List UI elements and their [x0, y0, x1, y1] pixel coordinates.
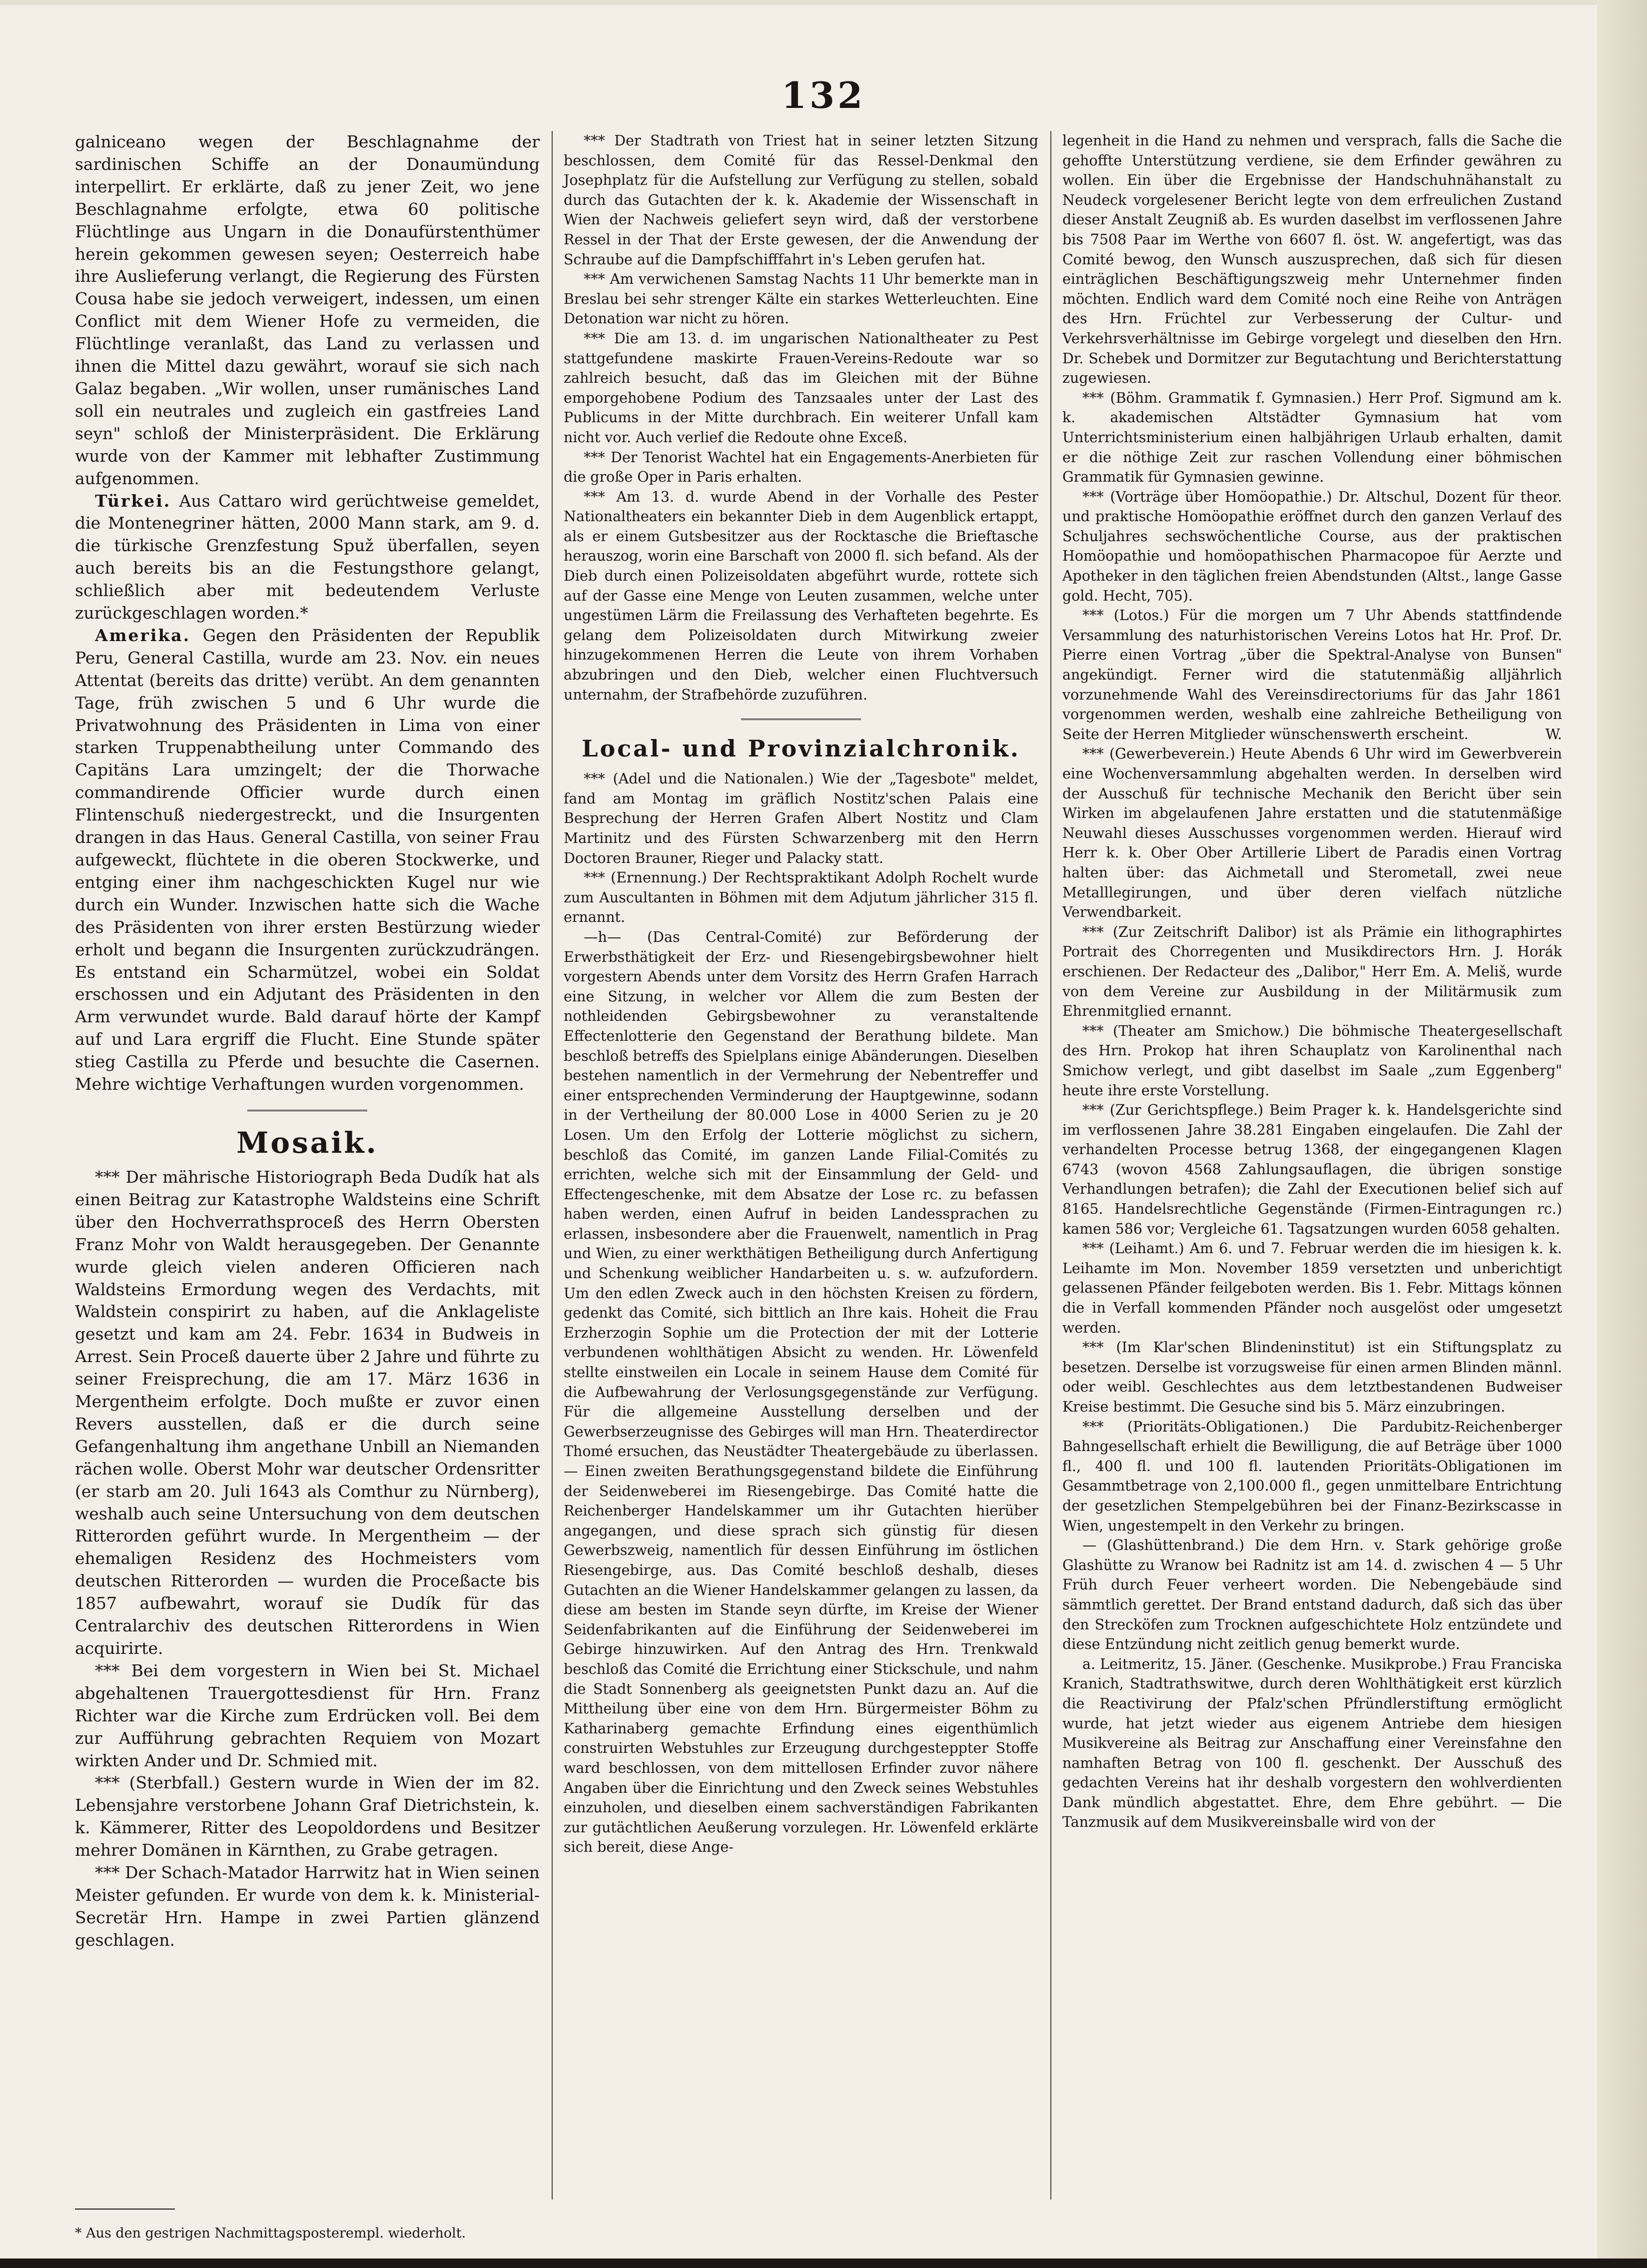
news-item: *** Am 13. d. wurde Abend in der Vorhalle des Pester Nationaltheaters ein bekannter Dieb in dem Augenblick ertappt, als er einem Gutsbesitzer aus der Rocktasche die Brieftasche herauszog, worin eine Barschaft von 2000 fl. sich befand. Als der Dieb durch einen Polizeisoldaten abgeführt wurde, rottete sich auf der Gasse eine Menge von Leuten zusammen, welche unter ungestümen Lärm die Freilassung des Verhafteten begehrte. Es gelang dem Polizeisoldaten durch Mitwirkung zweier hinzugekommenen Herren die Leute von ihrem Vorhaben abzubringen und den Dieb, welcher einen Fluchtversuch unternahm, der Strafbehörde zuzuführen.	[564, 488, 1038, 703]
news-item	[1062, 606, 1562, 744]
footnote-rule	[75, 2209, 175, 2210]
news-item: *** Die am 13. d. im ungarischen Nationaltheater zu Pest stattgefundene maskirte Frauen-Vereins-Redoute war so zahlreich besucht, daß das im Gleichen mit der Bühne emporgehobene Podium des Tanzsaales unter der Last des Publicums in der Mitte durchbrach. Ein weiterer Unfall kam nicht vor. Auch verlief die Redoute ohne Exceß.	[564, 330, 1038, 446]
lotos-text: *** (Lotos.) Für die morgen um 7 Uhr Abends stattfindende Versammlung des naturhistorischen Vereins Lotos hat Hr. Prof. Dr. Pierre einen Vortrag „über die Spektral-Analyse von Bunsen" angekündigt. Ferner wird die statutenmäßig alljährlich vorzunehmende Wahl des Vereinsdirectoriums für das Jahr 1861 vorgenommen werden, weshalb eine zahlreiche Betheiligung von Seite der Herren Mitglieder wünschenswerth erscheint.	[1062, 607, 1562, 743]
page-right-edge	[1597, 0, 1647, 2268]
article-amerika	[75, 625, 540, 1096]
news-item: *** (Adel und die Nationalen.) Wie der „Tagesbote" meldet, fand am Montag im gräflich Nostitz'schen Palais eine Besprechung der Herren Grafen Albert Nostitz und Clam Martinitz und des Fürsten Schwarzenberg mit den Herrn Doctoren Brauner, Rieger und Palacky statt.	[564, 770, 1038, 866]
news-item: *** Der Stadtrath von Triest hat in seiner letzten Sitzung beschlossen, dem Comité für das Ressel-Denkmal den Josephplatz für die Aufstellung zur Verfügung zu stellen, sobald durch das Gutachten der k. k. Akademie der Wissenschaft in Wien der Nachweis geliefert seyn wird, daß der verstorbene Ressel in der That der Erste gewesen, der die Anwendung der Schraube auf die Dampfschifffahrt in's Leben gerufen hat.	[564, 132, 1038, 268]
mosaik-item: *** Der mährische Historiograph Beda Dudík hat als einen Beitrag zur Katastrophe Waldsteins eine Schrift über den Hochverrathsproceß des Herrn Obersten Franz Mohr von Waldt herausgegeben. Der Genannte wurde gleich vielen anderen Officieren nach Waldsteins Ermordung wegen des Verdachts, mit Waldstein conspirirt zu haben, auf die Anklageliste gesetzt und kam am 24. Febr. 1634 in Budweis in Arrest. Sein Proceß dauerte über 2 Jahre und führte zu seiner Freisprechung, die am 17. März 1636 in Mergentheim erfolgte. Doch mußte er zuvor einen Revers ausstellen, daß er die durch seine Gefangenhaltung ihm angethane Unbill an Niemanden rächen wolle. Oberst Mohr war deutscher Ordensritter (er starb am 20. Juli 1643 als Comthur zu Nürnberg), weshalb auch seine Untersuchung von dem deutschen Ritterorden geführt wurde. In Mergentheim — der ehemaligen Residenz des Hochmeisters vom deutschen Ritterorden — wurden die Proceßacte bis 1857 aufbewahrt, worauf sie Dudík für das Centralarchiv des deutschen Ritterordens in Wien acquirirte.	[75, 1167, 540, 1658]
local-chronicle-heading: Local- und Provinzialchronik.	[582, 735, 1020, 762]
mosaik-item: *** (Sterbfall.) Gestern wurde in Wien der im 82. Lebensjahre verstorbene Johann Graf Dietrichstein, k. k. Kämmerer, Ritter des Leopoldordens und Besitzer mehrer Domänen in Kärnthen, zu Grabe getragen.	[75, 1773, 540, 1860]
article-galaz: galniceano wegen der Beschlagnahme der sardinischen Schiffe an der Donaumündung interpellirt. Er erklärte, daß zu jener Zeit, wo jene Beschlagnahme erfolgte, etwa 60 politische Flüchtlinge aus Ungarn in die Donaufürstenthümer herein gekommen gewesen seyen; Oesterreich habe ihre Auslieferung verlangt, die Regierung des Fürsten Cousa habe sie jedoch verweigert, indessen, um einen Conflict mit dem Wiener Hofe zu vermeiden, die Flüchtlinge veranlaßt, das Land zu verlassen und ihnen die Mittel dazu gewährt, worauf sie sich nach Galaz begaben. „Wir wollen, unser rumänisches Land soll ein neutrales und zugleich ein gastfreies Land seyn" schloß der Ministerpräsident. Die Erklärung wurde von der Kammer mit lebhafter Zustimmung aufgenommen.	[75, 132, 540, 488]
news-item: *** (Ernennung.) Der Rechtspraktikant Adolph Rochelt wurde zum Auscultanten in Böhmen mit dem Adjutum jährlicher 315 fl. ernannt.	[564, 869, 1038, 926]
news-item: legenheit in die Hand zu nehmen und versprach, falls die Sache die gehoffte Unterstützung verdiene, sie dem Erfinder gewähren zu wollen. Ein über die Ergebnisse der Handschuhnähanstalt zu Neudeck vorgelesener Bericht legte von dem erfreulichen Zustand dieser Anstalt Zeugniß ab. Es wurden daselbst im verflossenen Jahre bis 7508 Paar im Werthe von 6607 fl. öst. W. angefertigt, was das Comité bewog, den Wunsch auszusprechen, daß sich für diesen einträglichen Beschäftigungszweig mehr Unternehmer finden möchten. Endlich ward dem Comité noch eine Reihe von Anträgen des Hrn. Früchtel zur Verbesserung der Cultur- und Verkehrsverhältnisse im Gebirge vorgelegt und dieselben den Hrn. Dr. Schebek und Dormitzer zur Begutachtung und Berichterstattung zugewiesen.	[1062, 132, 1562, 387]
news-item: *** (Böhm. Grammatik f. Gymnasien.) Herr Prof. Sigmund am k. k. akademischen Altstädter Gymnasium hat vom Unterrichtsministerium einen halbjährigen Urlaub erhalten, damit er die nöthige Zeit zur raschen Vollendung einer böhmischen Grammatik für Gymnasien gewinne.	[1062, 389, 1562, 486]
amerika-lead: Amerika.	[95, 625, 191, 645]
page-bottom-edge	[0, 2259, 1647, 2268]
mosaik-item: *** Bei dem vorgestern in Wien bei St. Michael abgehaltenen Trauergottesdienst für Hrn. Franz Richter war die Kirche zum Erdrücken voll. Bei dem zur Aufführung gebrachten Requiem von Mozart wirkten Ander und Dr. Schmied mit.	[75, 1660, 540, 1770]
news-item: *** (Theater am Smichow.) Die böhmische Theatergesellschaft des Hrn. Prokop hat ihren Schauplatz von Karolinenthal nach Smichow verlegt, und gibt daselbst im Saale „zum Eggenberg" heute ihre erste Vorstellung.	[1062, 1022, 1562, 1099]
news-item: — (Glashüttenbrand.) Die dem Hrn. v. Stark gehörige große Glashütte zu Wranow bei Radnitz ist am 14. d. zwischen 4 — 5 Uhr Früh durch Feuer verheert worden. Die Nebengebäude sind sämmtlich gerettet. Der Brand entstand dadurch, daß sich das über den Strecköfen zum Trocknen aufgeschichtete Holz entzündete und diese Entzündung nicht zeitlich genug bemerkt wurde.	[1062, 1537, 1562, 1653]
mosaik-heading: Mosaik.	[236, 1125, 378, 1160]
news-item: *** (Prioritäts-Obligationen.) Die Pardubitz-Reichenberger Bahngesellschaft erhielt die Bewilligung, die auf Beträge über 1000 fl., 400 fl. und 100 fl. lautenden Prioritäts-Obligationen im Gesammtbetrage von 2,100.000 fl., gegen unmittelbare Entrichtung der gesetzlichen Stempelgebühren bei der Finanz-Bezirkscasse in Wien, ungestempelt in den Verkehr zu bringen.	[1062, 1418, 1562, 1534]
tuerkei-lead: Türkei.	[95, 491, 171, 511]
news-item: *** (Leihamt.) Am 6. und 7. Februar werden die im hiesigen k. k. Leihamte im Mon. November 1859 versetzten und unberichtigt gelassenen Pfänder feilgeboten werden. Bis 1. Febr. Mittags können die in Verfall kommenden Pfänder noch ausgelöst oder umgesetzt werden.	[1062, 1240, 1562, 1336]
news-item: *** (Zur Zeitschrift Dalibor) ist als Prämie ein lithographirtes Portrait des Chorregenten und Musikdirectors Hrn. J. Horák erschienen. Der Redacteur des „Dalibor," Herr Em. A. Meliš, wurde von dem Vereine zur Ausbildung in der Militärmusik zum Ehrenmitglied ernannt.	[1062, 923, 1562, 1020]
column-rule-2	[1050, 131, 1051, 2200]
news-item: a. Leitmeritz, 15. Jäner. (Geschenke. Musikprobe.) Frau Franciska Kranich, Stadtrathswitwe, durch deren Wohlthätigkeit erst kürzlich die Reactivirung der Pfalz'schen Pfründlerstiftung ermöglicht wurde, hat jetzt wieder aus eigenem Antriebe dem hiesigen Musikvereine als Beitrag zur Anschaffung einer Vereinsfahne den namhaften Betrag von 100 fl. geschenkt. Der Ausschuß des gedachten Vereins hat ihr deshalb vorgestern den wohlverdienten Dank mündlich abgestattet. Ehre, dem Ehre gebührt. — Die Tanzmusik auf dem Musikvereinsballe wird von der	[1062, 1655, 1562, 1831]
column-1	[75, 131, 540, 1952]
column-3	[1062, 131, 1562, 1832]
separator	[247, 1110, 367, 1113]
news-item: *** Am verwichenen Samstag Nachts 11 Uhr bemerkte man in Breslau bei sehr strenger Kälte ein starkes Wetterleuchten. Eine Detonation war nicht zu hören.	[564, 271, 1038, 327]
column-2	[564, 131, 1038, 1857]
news-item: *** (Im Klar'schen Blindeninstitut) ist ein Stiftungsplatz zu besetzen. Derselbe ist vorzugsweise für einen armen Blinden männl. oder weibl. Geschlechtes aus dem letztbestandenen Budweiser Kreise bestimmt. Die Gesuche sind bis 5. März einzubringen.	[1062, 1339, 1562, 1415]
lotos-signature: W.	[1545, 726, 1562, 743]
mosaik-item: *** Der Schach-Matador Harrwitz hat in Wien seinen Meister gefunden. Er wurde von dem k. k. Ministerial-Secretär Hrn. Hampe in zwei Partien glänzend geschlagen.	[75, 1863, 540, 1950]
article-tuerkei	[75, 490, 540, 625]
news-item: *** (Gewerbeverein.) Heute Abends 6 Uhr wird im Gewerbverein eine Wochenversammlung abgehalten werden. In derselben wird der Ausschuß für technische Mechanik den Bericht über sein Wirken im abgelaufenen Jahre erstatten und die statutenmäßige Neuwahl dieses Ausschusses vorgenommen werden. Hierauf wird Herr k. k. Ober Ober Artillerie Libert de Paradis einen Vortrag halten über: das Aichmetall und Sterometall, zwei neue Metalllegirungen, und über deren vielfach nützliche Verwendbarkeit.	[1062, 746, 1562, 921]
footnote: * Aus den gestrigen Nachmittagsposterempl. wiederholt.	[75, 2226, 466, 2241]
news-item: *** (Zur Gerichtspflege.) Beim Prager k. k. Handelsgerichte sind im verflossenen Jahre 38.281 Eingaben eingelaufen. Die Zahl der verhandelten Processe betrug 1368, der eingegangenen Klagen 6743 (wovon 4568 Zahlungsauflagen, die übrigen sonstige Verhandlungen betrafen); die Zahl der Executionen belief sich auf 8165. Handelsrechtliche Gegenstände (Firmen-Eintragungen rc.) kamen 586 vor; Vergleiche 61. Tagsatzungen wurden 6058 gehalten.	[1062, 1102, 1562, 1237]
tuerkei-text: Aus Cattaro wird gerüchtweise gemeldet, die Montenegriner hätten, 2000 Mann stark, am 9. d. die türkische Grenzfestung Spuž überfallen, seyen auch bereits bis an die Festungsthore gelangt, schließlich aber mit bedeutendem Verluste zurückgeschlagen worden.*	[75, 491, 540, 623]
page-top-edge	[0, 0, 1647, 5]
amerika-text: Gegen den Präsidenten der Republik Peru, General Castilla, wurde am 23. Nov. ein neues Attentat (bereits das dritte) verübt. An dem genannten Tage, früh zwischen 5 und 6 Uhr wurde die Privatwohnung des Präsidenten in Lima von einer starken Truppenabtheilung unter Commando des Capitäns Lara umzingelt; der die Thorwache commandirende Officier wurde durch einen Flintenschuß niedergestreckt, und die Insurgenten drangen in das Haus. General Castilla, von seiner Frau aufgeweckt, flüchtete in die oberen Stockwerke, und entging einer ihm nachgeschickten Kugel nur wie durch ein Wunder. Inzwischen hatte sich die Wache des Präsidenten von ihrer ersten Bestürzung wieder erholt und begann die Insurgenten zurückzudrängen. Es entstand ein Scharmützel, wobei ein Soldat erschossen und ein Adjutant des Präsidenten in den Arm verwundet wurde. Bald darauf hörte der Kampf auf und Lara ergriff die Flucht. Eine Stunde später stieg Castilla zu Pferde und besuchte die Casernen. Mehre wichtige Verhaftungen wurden vorgenommen.	[75, 625, 540, 1094]
separator	[741, 719, 861, 722]
news-item: *** Der Tenorist Wachtel hat ein Engagements-Anerbieten für die große Oper in Paris erhalten.	[564, 449, 1038, 486]
news-item: *** (Vorträge über Homöopathie.) Dr. Altschul, Dozent für theor. und praktische Homöopathie eröffnet durch den ganzen Verlauf des Schuljahres sechswöchentliche Course, aus der praktischen Homöopathie und homöopathischen Pharmacopoe für Aerzte und Apotheker in den täglichen freien Abendstunden (Altst., lange Gasse gold. Hecht, 705).	[1062, 488, 1562, 604]
column-rule-1	[552, 131, 553, 2200]
page-number: 132	[781, 74, 866, 116]
news-item: —h— (Das Central-Comité) zur Beförderung der Erwerbsthätigkeit der Erz- und Riesengebirgsbewohner hielt vorgestern Abends unter dem Vorsitz des Herrn Grafen Harrach eine Sitzung, in welcher vor Allem die zum Besten der nothleidenden Gebirgsbewohner zu veranstaltende Effectenlotterie den Gegenstand der Berathung bildete. Man beschloß betreffs des Spielplans einige Abänderungen. Dieselben bestehen namentlich in der Vermehrung der Nebentreffer und einer entsprechenden Verminderung der Hauptgewinne, sodann in der Vertheilung der 80.000 Lose in 4000 Serien zu je 20 Losen. Um den Erfolg der Lotterie möglichst zu sichern, beschloß das Comité, im ganzen Lande Filial-Comités zu errichten, welche sich mit der Einsammlung der Geld- und Effectengeschenke, mit dem Absatze der Lose rc. zu befassen haben werden, einen Aufruf in beiden Landessprachen zu erlassen, insbesondere aber die Frauenwelt, namentlich in Prag und Wien, zu einer werkthätigen Betheiligung durch Anfertigung und Schenkung weiblicher Handarbeiten u. s. w. aufzufordern. Um den edlen Zweck auch in den höchsten Kreisen zu fördern, gedenkt das Comité, sich bittlich an Ihre kais. Hoheit die Frau Erzherzogin Sophie um die Protection der mit der Lotterie verbundenen wohlthätigen Absicht zu wenden. Hr. Löwenfeld stellte einstweilen ein Locale in seinem Hause dem Comité für die Aufbewahrung der Verlosungsgegenstände zur Verfügung. Für die allgemeine Ausstellung derselben und der Gewerbserzeugnisse des Gebirges will man Hrn. Theaterdirector Thomé ersuchen, das Neustädter Theatergebäude zu überlassen. — Einen zweiten Berathungsgegenstand bildete die Einführung der Seidenweberei im Riesengebirge. Das Comité hatte die Reichenberger Handelskammer um ihr Gutachten hierüber angegangen, und diese sprach sich günstig für diesen Gewerbszweig, namentlich für dessen Einführung im östlichen Riesengebirge, aus. Das Comité beschloß deshalb, dieses Gutachten an die Wiener Handelskammer gelangen zu lassen, da diese am besten im Stande seyn dürfte, im Kreise der Wiener Seidenfabrikanten auf die Einführung der Seidenweberei im Gebirge hinzuwirken. Auf den Antrag des Hrn. Trenkwald beschloß das Comité die Errichtung einer Stickschule, und nahm die Stadt Sonnenberg als geeignetsten Punkt dazu an. Auf die Mittheilung über eine von dem Hrn. Bürgermeister Böhm zu Katharinaberg gemachte Erfindung eines eigenthümlich construirten Webstuhles zur Erzeugung durchgesteppter Stoffe ward beschlossen, von dem mittellosen Erfinder zuvor nähere Angaben über die Einrichtung und den Zweck seines Webstuhles einzuholen, und dieselben einem sachverständigen Fabrikanten zur gutächtlichen Aeußerung vorzulegen. Hr. Löwenfeld erklärte sich bereit, diese Ange-	[564, 928, 1038, 1856]
